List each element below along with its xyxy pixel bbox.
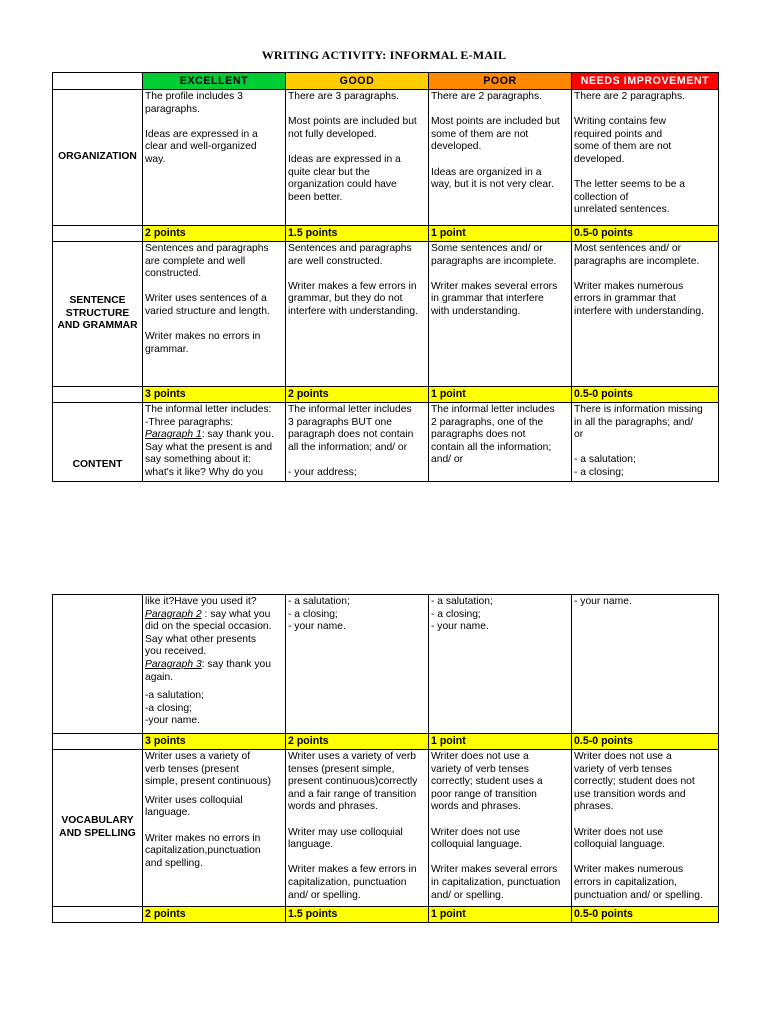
organization-excellent-cell	[143, 90, 286, 226]
cell-text: The informal letter includes:	[145, 404, 272, 415]
cell-text: you received.	[145, 646, 207, 658]
vocabulary-good-cell	[286, 750, 429, 907]
cell-text: Writer makes a few errors in grammar, but they do not interfere with understanding.	[288, 280, 418, 317]
cell-text: Writer makes no errors in grammar.	[145, 331, 261, 355]
content-poor-cell-bottom	[429, 595, 572, 734]
cell-text: There are 2 paragraphs.	[431, 91, 543, 102]
cell-text: Sentences and paragraphs are complete and well constructed.	[145, 243, 269, 280]
content-good-cell-bottom	[286, 595, 429, 734]
points-cell: 2 points	[143, 907, 286, 923]
points-cell: 2 points	[286, 387, 429, 403]
cell-text: Writer makes several errors in grammar that interfere with understanding.	[431, 280, 558, 317]
points-label-blank	[53, 734, 143, 750]
points-cell: 0.5-0 points	[572, 387, 719, 403]
paragraph-2-label: Paragraph 2	[145, 608, 202, 620]
cell-text: Writing contains few required points and some of them are not developed.	[574, 116, 672, 165]
vocabulary-excellent-cell	[143, 750, 286, 907]
points-cell: 2 points	[286, 734, 429, 750]
paragraph-3-label: Paragraph 3	[145, 658, 202, 670]
cell-text: say something about it:	[145, 454, 251, 466]
content-needs-improvement-cell-top	[572, 403, 719, 482]
row-label-content-continued	[53, 595, 143, 734]
cell-text: : say thank you	[201, 658, 271, 670]
cell-text: Ideas are organized in a way, but it is not very clear.	[431, 166, 554, 191]
cell-text: Writer does not use a variety of verb tenses correctly; student does not use transition words and phrases.	[574, 751, 695, 813]
content-good-cell-top	[286, 403, 429, 482]
points-cell: 0.5-0 points	[572, 734, 719, 750]
cell-text: - your name.	[574, 596, 632, 607]
organization-row	[53, 90, 719, 226]
cell-text: There is information missing in all the paragraphs; and/ or - a salutation; - a closing;	[574, 404, 703, 478]
cell-text: Writer uses a variety of verb tenses (present simple, present continuous)	[145, 751, 271, 788]
cell-text: There are 2 paragraphs.	[574, 91, 686, 102]
cell-text: : say thank you.	[201, 429, 274, 441]
cell-text: like it?Have you used it?	[145, 596, 257, 607]
cell-text: Writer uses a variety of verb tenses (present simple, present continuous)correctly and a fair range of transition words and phrases.	[288, 751, 418, 813]
content-row-top	[53, 403, 719, 482]
cell-text: Most points are included but some of them are not developed.	[431, 116, 560, 153]
cell-text: Writer does not use colloquial language.	[431, 826, 523, 851]
label-line: AND SPELLING	[59, 828, 136, 839]
cell-text: - a salutation; - a closing; - your name.	[431, 596, 493, 633]
cell-text: Writer makes no errors in capitalization,punctuation and spelling.	[145, 832, 261, 869]
sentence-good-cell	[286, 242, 429, 387]
cell-text: Writer makes a few errors in capitalization, punctuation and/ or spelling.	[288, 864, 417, 901]
cell-text: Writer makes numerous errors in grammar that interfere with understanding.	[574, 280, 704, 317]
paragraph-1-line	[145, 429, 283, 442]
points-cell: 1 point	[429, 907, 572, 923]
column-header-poor: POOR	[429, 73, 572, 90]
points-cell: 2 points	[143, 226, 286, 242]
cell-text: Writer makes several errors in capitalization, punctuation and/ or spelling.	[431, 864, 561, 901]
sentence-points-row	[53, 387, 719, 403]
points-cell: 1 point	[429, 734, 572, 750]
cell-text: Sentences and paragraphs are well constructed.	[288, 243, 412, 267]
organization-good-cell	[286, 90, 429, 226]
points-cell: 3 points	[143, 387, 286, 403]
paragraph-3-line	[145, 659, 283, 672]
paragraph-2-line	[145, 609, 283, 622]
content-points-row	[53, 734, 719, 750]
cell-text: The informal letter includes 3 paragraphs BUT one paragraph does not contain all the information; and/ or - your address;	[288, 404, 414, 478]
row-label-organization: ORGANIZATION	[53, 90, 143, 226]
organization-needs-improvement-cell	[572, 90, 719, 226]
column-header-good: GOOD	[286, 73, 429, 90]
points-cell: 1 point	[429, 226, 572, 242]
cell-text: Writer uses sentences of a varied structure and length.	[145, 293, 270, 317]
sentence-needs-improvement-cell	[572, 242, 719, 387]
cell-text: Writer does not use a variety of verb tenses correctly; student uses a poor range of transition words and phrases.	[431, 751, 543, 813]
rubric-table-part-1	[52, 72, 719, 482]
points-cell: 1.5 points	[286, 907, 429, 923]
page-title: WRITING ACTIVITY: INFORMAL E-MAIL	[261, 48, 507, 62]
cell-text: The informal letter includes 2 paragraphs, one of the paragraphs does not contain all the information; and/ or	[431, 404, 555, 466]
cell-text: The profile includes 3 paragraphs.	[145, 91, 243, 115]
row-label-vocabulary	[53, 750, 143, 907]
cell-text: Writer uses colloquial language.	[145, 794, 243, 819]
content-poor-cell-top	[429, 403, 572, 482]
label-line: AND GRAMMAR	[57, 320, 138, 332]
content-row-bottom	[53, 595, 719, 734]
header-row	[53, 73, 719, 90]
vocabulary-row	[53, 750, 719, 907]
label-line: SENTENCE	[69, 294, 126, 306]
cell-text: what's it like? Why do you	[145, 466, 264, 478]
label-line: VOCABULARY	[61, 815, 134, 827]
cell-text: -Three paragraphs:	[145, 416, 234, 428]
points-cell: 0.5-0 points	[572, 226, 719, 242]
vocabulary-poor-cell	[429, 750, 572, 907]
cell-text: : say what you	[201, 608, 271, 620]
cell-text: - a salutation; - a closing; - your name.	[288, 596, 350, 633]
row-label-sentence-structure	[53, 242, 143, 387]
points-cell: 1.5 points	[286, 226, 429, 242]
organization-poor-cell	[429, 90, 572, 226]
cell-text: Say what other presents	[145, 633, 257, 645]
cell-text: The letter seems to be a collection of unrelated sentences.	[574, 179, 686, 216]
cell-text: There are 3 paragraphs.	[288, 91, 400, 102]
column-header-needs-improvement: NEEDS IMPROVEMENT	[572, 73, 719, 90]
cell-text: -a salutation; -a closing; -your name.	[145, 690, 204, 727]
sentence-poor-cell	[429, 242, 572, 387]
row-label-content: CONTENT	[53, 403, 143, 482]
cell-text: Writer makes numerous errors in capitalization, punctuation and/ or spelling.	[574, 864, 703, 901]
organization-points-row	[53, 226, 719, 242]
points-cell: 1 point	[429, 387, 572, 403]
sentence-row	[53, 242, 719, 387]
cell-text: Ideas are expressed in a quite clear but the organization could have been better.	[288, 153, 401, 203]
vocabulary-points-row	[53, 907, 719, 923]
points-cell: 0.5-0 points	[572, 907, 719, 923]
content-excellent-cell-bottom	[143, 595, 286, 734]
cell-text: Say what the present is and	[145, 441, 273, 453]
cell-text: did on the special occasion.	[145, 621, 272, 633]
header-corner	[53, 73, 143, 90]
cell-text: Writer does not use colloquial language.	[574, 826, 666, 851]
points-cell: 3 points	[143, 734, 286, 750]
paragraph-1-label: Paragraph 1	[145, 429, 202, 441]
content-excellent-cell-top	[143, 403, 286, 482]
points-label-blank	[53, 387, 143, 403]
content-needs-improvement-cell-bottom	[572, 595, 719, 734]
cell-text: Ideas are expressed in a clear and well-organized way.	[145, 128, 258, 165]
cell-text: Some sentences and/ or paragraphs are incomplete.	[431, 243, 557, 267]
sentence-excellent-cell	[143, 242, 286, 387]
cell-text: Most sentences and/ or paragraphs are incomplete.	[574, 243, 700, 267]
cell-text: again.	[145, 671, 174, 683]
cell-text: Most points are included but not fully developed.	[288, 116, 417, 140]
points-label-blank	[53, 907, 143, 923]
column-header-excellent: EXCELLENT	[143, 73, 286, 90]
rubric-table-part-2	[52, 594, 719, 923]
points-label-blank	[53, 226, 143, 242]
cell-text: Writer may use colloquial language.	[288, 826, 403, 851]
vocabulary-needs-improvement-cell	[572, 750, 719, 907]
label-line: STRUCTURE	[65, 307, 130, 319]
